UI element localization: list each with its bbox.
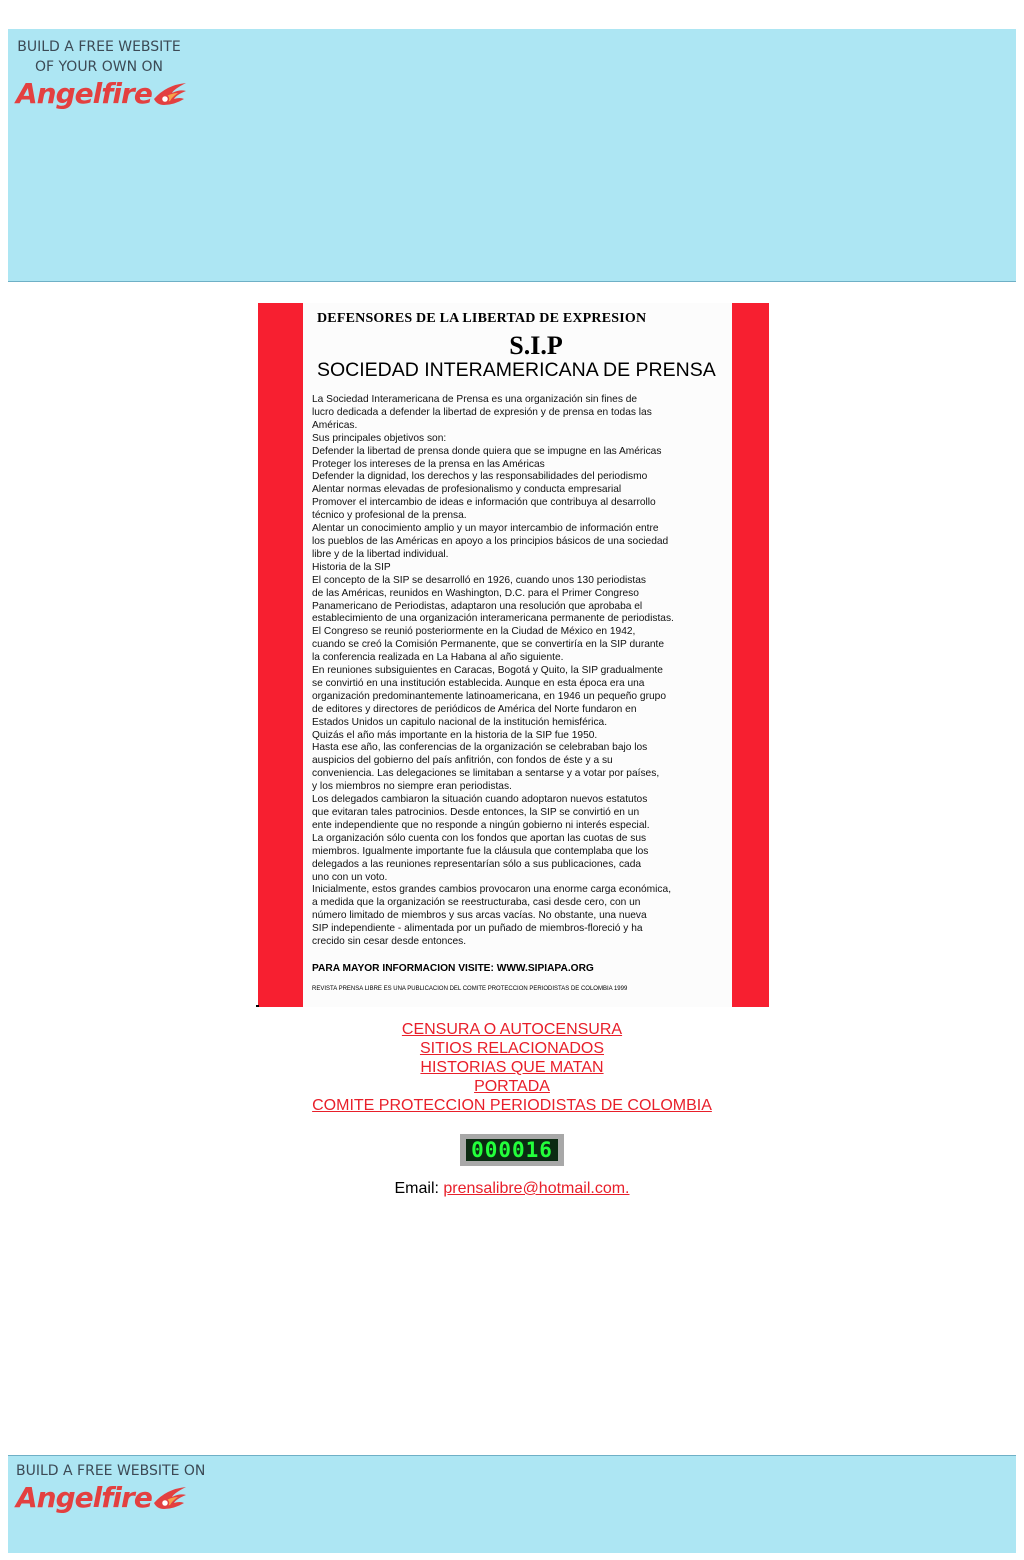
poster-line: Proteger los intereses de la prensa en las Américas: [312, 458, 545, 470]
poster-line: establecimiento de una organización interamericana permanente de periodistas.: [312, 613, 674, 625]
poster-line: Américas.: [312, 419, 358, 431]
angelfire-wordmark-bottom: Angelfire: [16, 1481, 152, 1514]
angelfire-ad-bottom[interactable]: [16, 1461, 205, 1513]
poster-line: la conferencia realizada en La Habana al año siguiente.: [312, 652, 564, 664]
poster-line: lucro dedicada a defender la libertad de expresión y de prensa en todas las: [312, 406, 652, 418]
link-censura[interactable]: CENSURA O AUTOCENSURA: [401, 1021, 623, 1038]
poster-line: Defender la dignidad, los derechos y las responsabilidades del periodismo: [312, 471, 648, 483]
poster-line: Sus principales objetivos son:: [312, 432, 447, 444]
poster-line: de las Américas, reunidos en Washington, D.C. para el Primer Congreso: [312, 587, 639, 599]
poster-line: cuando se creó la Comisión Permanente, que se convertiría en la SIP durante: [312, 639, 665, 651]
poster-visit-line: PARA MAYOR INFORMACION VISITE: WWW.SIPIAPA.ORG: [312, 962, 594, 974]
poster-header: DEFENSORES DE LA LIBERTAD DE EXPRESION: [317, 311, 647, 326]
poster-line: auspicios del gobierno del país anfitrión, con fondos de éste y a su: [312, 755, 613, 767]
poster-line: los pueblos de las Américas en apoyo a los principios básicos de una sociedad: [312, 535, 669, 547]
bottom-ad-banner[interactable]: [8, 1455, 1016, 1553]
poster-line: técnico y profesional de la prensa.: [312, 510, 467, 522]
poster-line: a medida que la organización se reestructuraba, casi desde cero, con un: [312, 897, 641, 909]
poster-line: se convirtió en una institución establecida. Aunque en esta época era una: [312, 677, 645, 689]
ad-bottom-line-1: BUILD A FREE WEBSITE ON: [16, 1463, 206, 1479]
poster-line: Alentar un conocimiento amplio y un mayor intercambio de información entre: [312, 523, 659, 535]
link-sitios-relacionados[interactable]: SITIOS RELACIONADOS: [419, 1040, 605, 1057]
ad-line-2: OF YOUR OWN ON: [34, 59, 164, 75]
poster-line: Defender la libertad de prensa donde quiera que se impugne en las Américas: [312, 445, 662, 457]
poster-line: delegados a las reuniones representarían sólo a sus publicaciones, cada: [312, 858, 642, 870]
poster-line: Promover el intercambio de ideas e información que contribuya al desarrollo: [312, 497, 656, 509]
poster-footnote: REVISTA PRENSA LIBRE ES UNA PUBLICACION DEL COMITE PROTECCION PERIODISTAS DE COLOMBIA 1999: [312, 985, 628, 992]
poster-line: Los delegados cambiaron la situación cuando adoptaron nuevos estatutos: [312, 794, 648, 806]
link-historias-que-matan[interactable]: HISTORIAS QUE MATAN: [420, 1059, 604, 1076]
poster-content: [312, 311, 732, 992]
poster-line: La organización sólo cuenta con los fondos que aportan las cuotas de sus: [312, 832, 647, 844]
poster-line: Panamericano de Periodistas, adaptaron una resolución que aprobaba el: [312, 600, 643, 612]
poster-line: crecido sin cesar desde entonces.: [312, 936, 467, 948]
hit-counter-value: 000016: [466, 1139, 558, 1161]
hit-counter: [460, 1134, 564, 1166]
poster-line: Alentar normas elevadas de profesionalismo y conducta empresarial: [312, 484, 622, 496]
poster-line: organización predominantemente latinoamericana, en 1946 un pequeño grupo: [312, 690, 666, 702]
poster-line: Hasta ese año, las conferencias de la organización se celebraban bajo los: [312, 742, 648, 754]
angelfire-wordmark: Angelfire: [16, 77, 152, 110]
email-label: Email:: [394, 1180, 439, 1197]
email-line: [0, 1180, 1024, 1198]
poster-line: La Sociedad Interamericana de Prensa es una organización sin fines de: [312, 394, 638, 405]
poster-line: SIP independiente - alimentada por un puñado de miembros-floreció y ha: [312, 923, 643, 935]
sip-poster: [258, 303, 769, 1007]
angelfire-flame-icon: [152, 1483, 188, 1513]
angelfire-flame-icon: [152, 79, 188, 109]
poster-corner-mark: [256, 1005, 259, 1007]
poster-body: [312, 394, 732, 949]
email-link[interactable]: prensalibre@hotmail.com.: [443, 1180, 630, 1197]
poster-line: Estados Unidos un capitulo nacional de la institución hemisférica.: [312, 716, 608, 728]
poster-line: ente independiente que no responde a ningún gobierno ni interés especial.: [312, 819, 650, 831]
poster-acronym: S.I.P: [509, 331, 563, 360]
poster-line: uno con un voto.: [312, 871, 388, 883]
poster-line: número limitado de miembros y sus arcas vacías. No obstante, una nueva: [312, 910, 647, 922]
ad-line-1: BUILD A FREE WEBSITE: [17, 39, 181, 55]
angelfire-logo[interactable]: [16, 79, 188, 109]
poster-line: de editores y directores de periódicos de América del Norte fundaron en: [312, 703, 637, 715]
poster-line: Inicialmente, estos grandes cambios provocaron una enorme carga económica,: [312, 884, 672, 896]
poster-red-bar-left: [258, 303, 303, 1007]
top-ad-banner[interactable]: [8, 29, 1016, 282]
poster-line: libre y de la libertad individual.: [312, 548, 449, 560]
link-portada[interactable]: PORTADA: [474, 1078, 550, 1095]
poster-line: y los miembros no siempre eran periodistas.: [312, 781, 512, 793]
poster-red-bar-right: [732, 303, 769, 1007]
poster-org-name: SOCIEDAD INTERAMERICANA DE PRENSA: [317, 359, 716, 381]
poster-line: En reuniones subsiguientes en Caracas, Bogotá y Quito, la SIP gradualmente: [312, 665, 663, 677]
angelfire-logo-bottom[interactable]: [16, 1483, 205, 1513]
nav-links: [0, 1020, 1024, 1115]
link-comite-proteccion[interactable]: COMITE PROTECCION PERIODISTAS DE COLOMBIA: [312, 1097, 712, 1114]
poster-line: El Congreso se reunió posteriormente en la Ciudad de México en 1942,: [312, 626, 636, 638]
poster-line: conveniencia. Las delegaciones se limitaban a sentarse y a votar por países,: [312, 768, 660, 780]
angelfire-ad-top[interactable]: [16, 37, 188, 109]
poster-line: Quizás el año más importante en la historia de la SIP fue 1950.: [312, 729, 598, 741]
poster-line: Historia de la SIP: [312, 561, 391, 573]
poster-line: que evitaran tales patrocinios. Desde entonces, la SIP se convirtió en un: [312, 807, 640, 818]
poster-line: miembros. Igualmente importante fue la cláusula que contemplaba que los: [312, 845, 649, 857]
poster-line: El concepto de la SIP se desarrolló en 1926, cuando unos 130 periodistas: [312, 574, 646, 586]
